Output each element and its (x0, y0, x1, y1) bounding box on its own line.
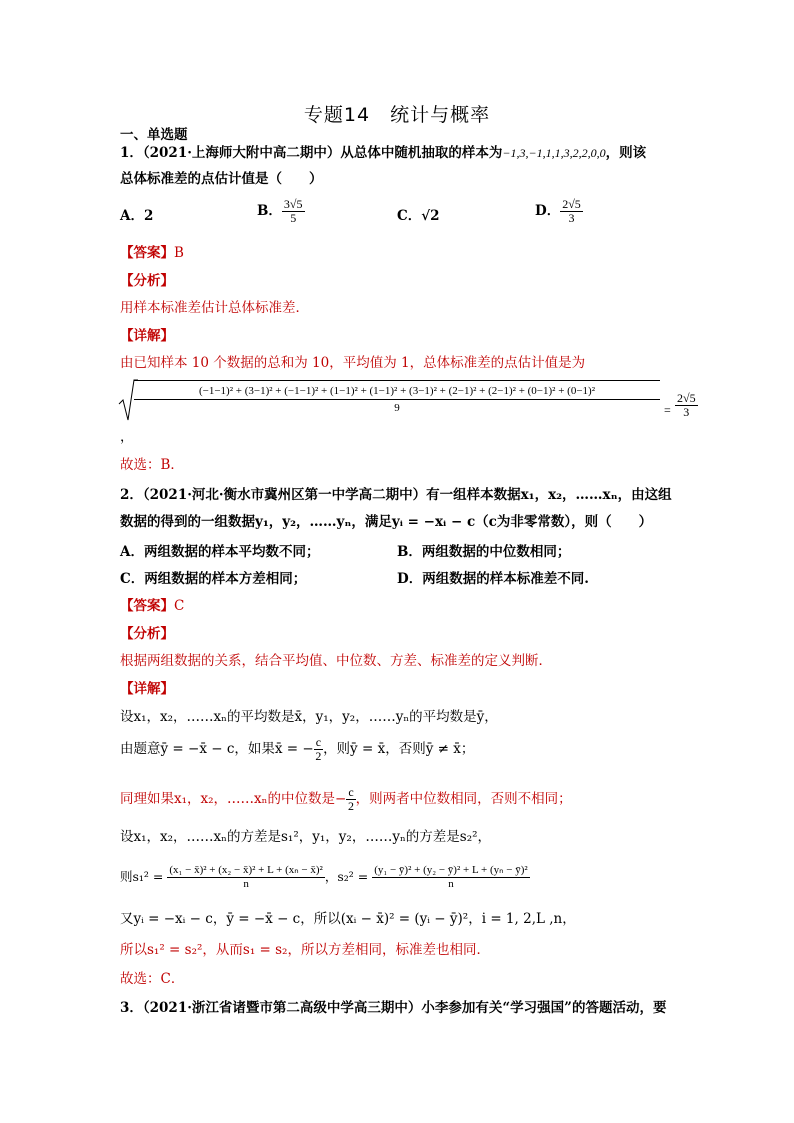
question-1-stem-line-2: 总体标准差的点估计值是（ ） (120, 171, 323, 187)
fraction-numerator: 3√5 (283, 197, 303, 211)
question-2-detail-line-4: 设x₁，x₂，……xₙ的方差是s₁²，y₁，y₂，……yₙ的方差是s₂²， (120, 829, 492, 845)
answer-value: C (174, 598, 185, 614)
question-2-detail-line-1: 设x₁，x₂，……xₙ的平均数是x̄，y₁，y₂，……yₙ的平均数是ȳ， (120, 709, 498, 725)
question-1-sample: −1,3,−1,1,1,3,2,2,0,0 (502, 146, 606, 160)
question-1-option-b-fraction (282, 198, 305, 225)
line-text: 则s₁² = (120, 869, 164, 884)
fraction-numerator: (y₁ − ȳ)² + (y₂ − ȳ)² + L + (yₙ − ȳ)² (374, 864, 528, 876)
question-1-option-b-label: B． (257, 203, 282, 219)
question-2-analysis: 根据两组数据的关系，结合平均值、中位数、方差、标准差的定义判断． (120, 653, 552, 669)
fraction-denominator: 2 (315, 749, 322, 763)
line-text: ，则两者中位数相同，否则不相同； (355, 791, 572, 807)
question-1-stem-b: ，则该 (605, 145, 647, 161)
fraction-numerator: 2√5 (562, 197, 581, 211)
question-2-detail-line-7: 所以s₁² = s₂²，从而s₁ = s₂，所以方差相同，标准差也相同． (120, 942, 490, 958)
line-text: 同理如果x₁，x₂，……xₙ的中位数是− (120, 791, 347, 807)
variance-fraction-2 (372, 864, 529, 891)
formula-comma: ， (120, 429, 134, 445)
question-1-analysis-tag: 【分析】 (120, 273, 174, 289)
answer-tag: 【答案】 (120, 245, 174, 261)
question-1-option-d-fraction (560, 198, 583, 225)
fraction-denominator: 2 (347, 799, 354, 813)
variance-fraction-1 (167, 864, 324, 891)
question-2-option-b: B．两组数据的中位数相同； (397, 544, 571, 560)
question-2-detail-line-3 (120, 786, 572, 813)
question-2-detail-tag: 【详解】 (120, 681, 174, 697)
line-text: ，s₂² = (324, 869, 369, 884)
question-1-option-a: A．2 (120, 208, 154, 224)
section-heading: 一、单选题 (120, 127, 188, 143)
question-2-option-d: D．两组数据的样本标准差不同. (397, 571, 589, 587)
fraction-denominator: n (448, 878, 454, 890)
question-2-stem-line-1: 2．（2021·河北·衡水市冀州区第一中学高二期中）有一组样本数据x₁，x₂，……xₙ，由这组 (120, 487, 672, 503)
question-1-option-c: C．√2 (397, 208, 440, 224)
question-2-detail-line-5 (120, 864, 530, 891)
question-2-detail-line-6: 又yᵢ = −xᵢ − c，ȳ = −x̄ − c，所以(xᵢ − x̄)² = (yᵢ − ȳ)²，i = 1, 2,L ,n， (120, 911, 576, 927)
fraction (314, 736, 323, 763)
question-2-conclusion: 故选：C． (120, 971, 185, 987)
answer-value: B (174, 245, 184, 261)
answer-tag: 【答案】 (120, 598, 174, 614)
question-1-option-d-label: D． (535, 203, 561, 219)
fraction-numerator: c (315, 735, 322, 749)
question-1-option-d (535, 198, 583, 225)
question-1-stem-a: 1．（2021·上海师大附中高二期中）从总体中随机抽取的样本为 (120, 145, 503, 161)
question-1-analysis: 用样本标准差估计总体标准差． (120, 300, 309, 316)
question-1-detail: 由已知样本 10 个数据的总和为 10，平均值为 1，总体标准差的点估计值是为 (120, 355, 586, 371)
fraction (346, 786, 355, 813)
question-1-answer (120, 244, 184, 262)
formula-equals: = (664, 403, 671, 417)
formula-radicand (134, 380, 660, 416)
formula-result (675, 392, 698, 419)
question-1-detail-tag: 【详解】 (120, 328, 174, 344)
fraction-numerator: c (348, 785, 354, 799)
question-1-option-b (257, 198, 305, 225)
question-3-stem: 3．（2021·浙江省诸暨市第二高级中学高三期中）小李参加有关“学习强国”的答题活动，要 (120, 1000, 667, 1016)
formula-denominator: 9 (394, 402, 400, 414)
line-text: ，则ȳ = x̄，否则ȳ ≠ x̄； (323, 741, 475, 757)
question-2-answer (120, 597, 184, 615)
question-2-option-c: C．两组数据的样本方差相同； (120, 571, 307, 587)
question-2-stem-line-2: 数据的得到的一组数据y₁，y₂，……yₙ，满足yᵢ = −xᵢ − c（c为非零常数），则（ ） (120, 514, 653, 530)
fraction-denominator: 3 (683, 405, 690, 419)
fraction-numerator: (x₁ − x̄)² + (x₂ − x̄)² + L + (xₙ − x̄)² (169, 864, 323, 876)
question-2-analysis-tag: 【分析】 (120, 626, 174, 642)
fraction-denominator: n (243, 878, 249, 890)
line-text: 由题意ȳ = −x̄ − c，如果x̄ = − (120, 741, 314, 757)
fraction-numerator: 2√5 (677, 391, 696, 405)
question-2-option-a: A．两组数据的样本平均数不同； (120, 544, 320, 560)
formula-numerator: (−1−1)² + (3−1)² + (−1−1)² + (1−1)² + (1−1)² + (3−1)² + (2−1)² + (2−1)² + (0−1)² + (0−1)² (134, 381, 660, 400)
question-1-conclusion: 故选：B． (120, 457, 184, 473)
question-1-stem-line-1 (120, 144, 646, 162)
page-title: 专题14 统计与概率 (303, 104, 491, 126)
fraction-denominator: 3 (568, 211, 575, 225)
fraction-denominator: 5 (290, 211, 297, 225)
question-2-detail-line-2 (120, 736, 474, 763)
